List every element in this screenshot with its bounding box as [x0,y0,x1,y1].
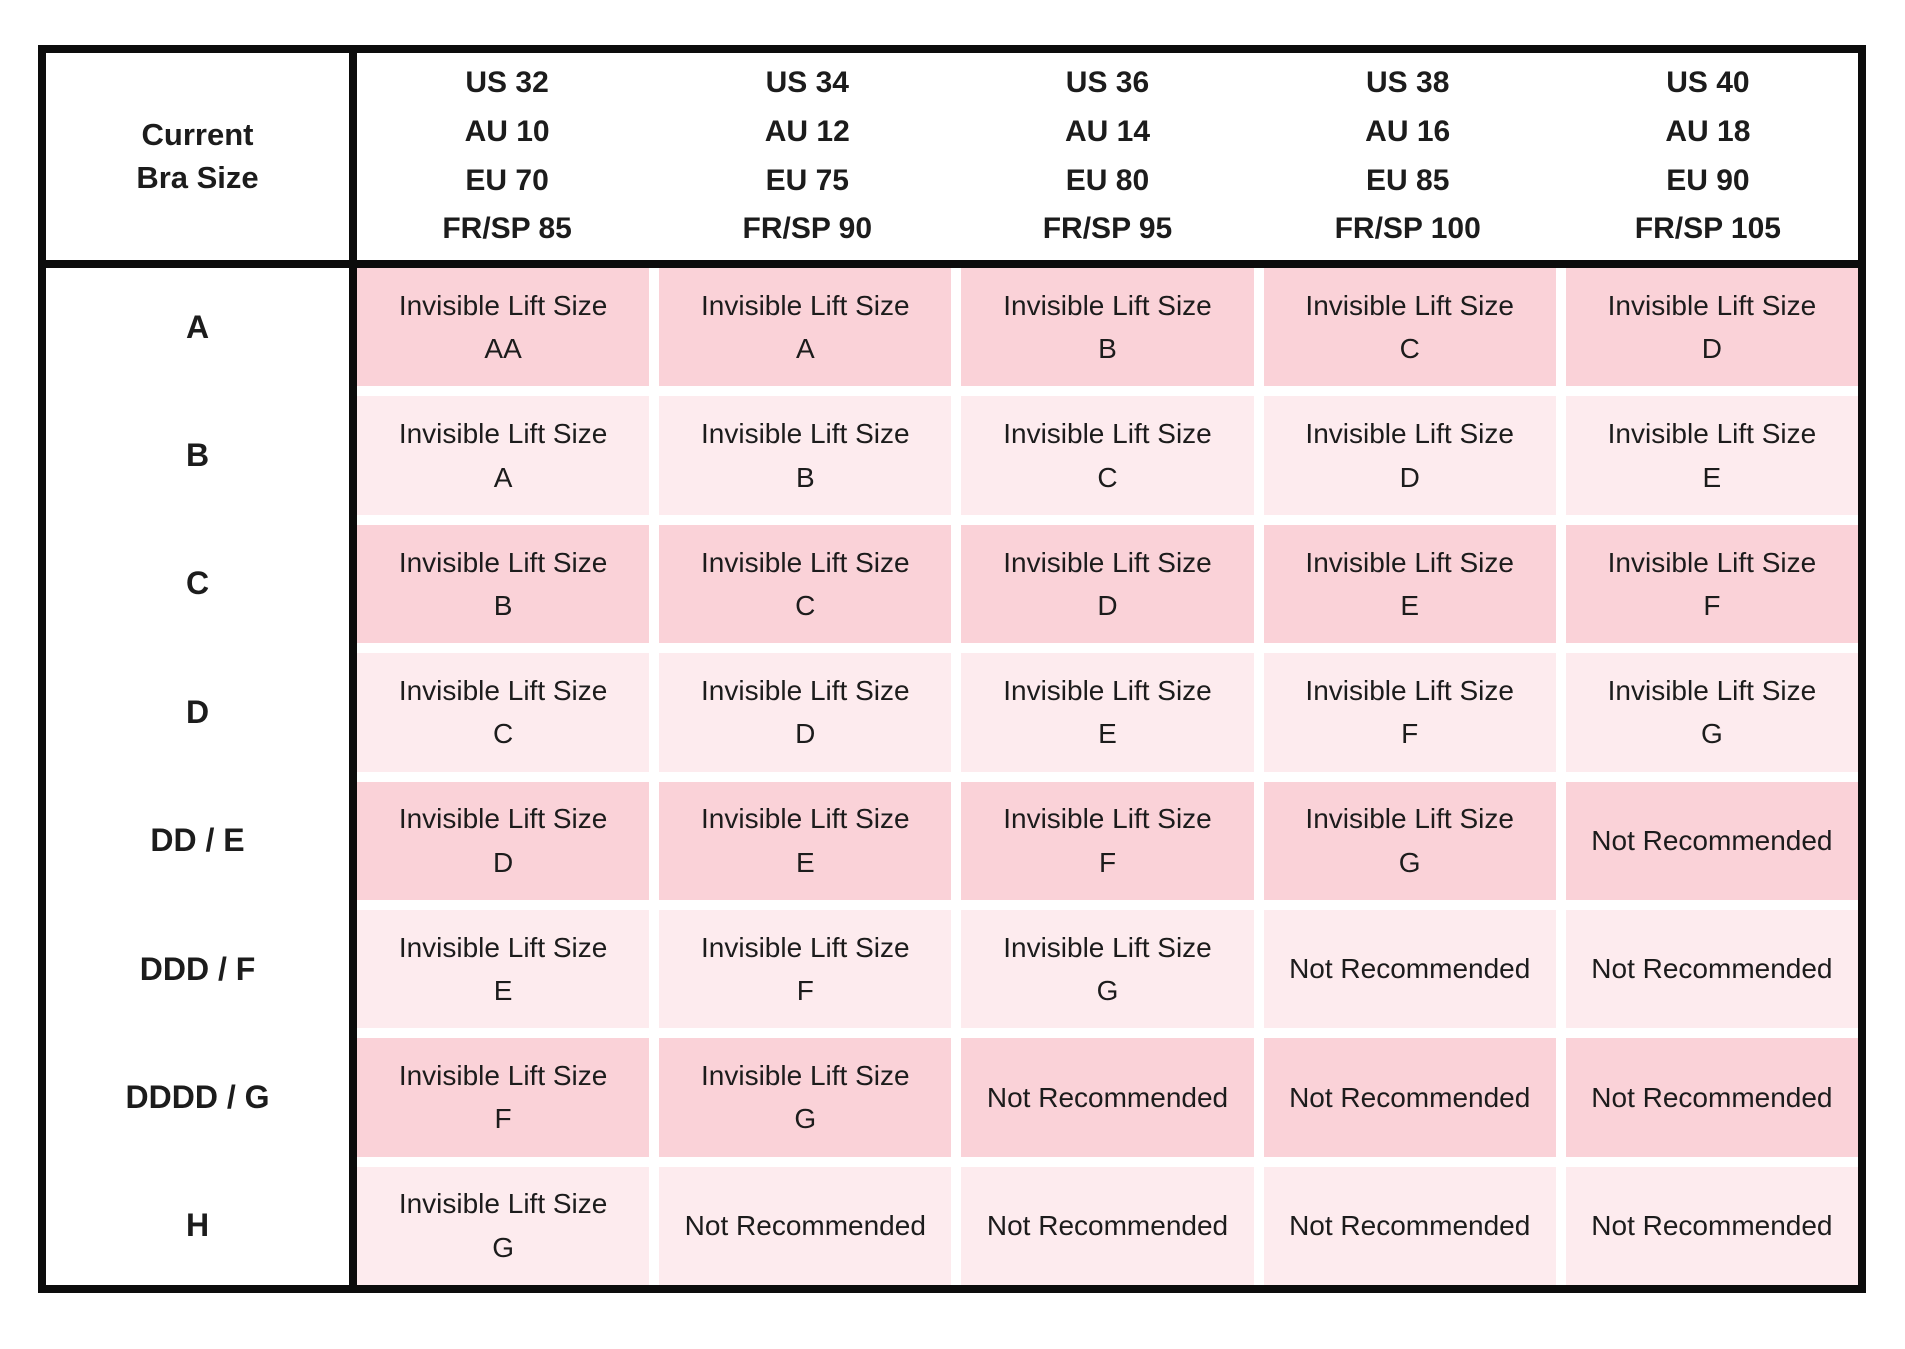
lift-size-letter: F [796,975,814,1007]
lift-size-prefix-text: Invisible Lift Size [1003,289,1212,321]
cell-lift-size [1566,525,1858,643]
cell-lift-size [659,268,951,386]
cell-not-recommended [1566,1038,1858,1156]
frsp-size-label: FR/SP 95 [1042,212,1173,246]
us-size-label: US 34 [765,65,849,99]
cell-lift-size [1566,268,1858,386]
frsp-size-label: FR/SP 100 [1334,212,1481,246]
cell-not-recommended [961,1167,1253,1285]
not-recommended-text: Not Recommended [1289,953,1531,985]
row-label: DD / E [150,822,245,859]
corner-header-current-bra-size [46,53,357,260]
lift-size-letter: G [492,1231,514,1263]
au-size-label: AU 10 [464,114,550,148]
lift-size-prefix-text: Invisible Lift Size [398,418,608,450]
not-recommended-text: Not Recommended [986,1210,1229,1242]
lift-size-letter: D [1399,461,1420,493]
row-label: DDDD / G [125,1078,270,1115]
cell-lift-size [659,396,951,514]
us-size-label: US 36 [1065,65,1150,99]
lift-size-prefix-text: Invisible Lift Size [398,803,608,835]
lift-size-letter: C [1399,333,1420,365]
lift-size-letter: E [795,846,815,878]
cell-lift-size [1264,268,1556,386]
column-header-4 [1258,53,1558,260]
cell-lift-size [961,525,1253,643]
cell-not-recommended [1566,910,1858,1028]
lift-size-prefix-text: Invisible Lift Size [398,546,608,578]
table-body [46,268,1858,1285]
cell-lift-size [659,1038,951,1156]
row-label: C [185,565,210,602]
row-label: D [185,693,210,730]
lift-size-prefix-text: Invisible Lift Size [701,546,910,578]
not-recommended-text: Not Recommended [1591,953,1833,985]
lift-size-prefix-text: Invisible Lift Size [1003,418,1212,450]
row-label: A [185,308,210,345]
lift-size-prefix-text: Invisible Lift Size [701,1060,910,1092]
cell-not-recommended [1566,1167,1858,1285]
cell-lift-size [1264,396,1556,514]
cell-lift-size [1264,525,1556,643]
frsp-size-label: FR/SP 85 [442,212,572,246]
not-recommended-text: Not Recommended [1289,1081,1531,1113]
us-size-label: US 38 [1366,65,1450,99]
lift-size-prefix-text: Invisible Lift Size [1003,674,1212,706]
cell-lift-size [659,525,951,643]
lift-size-prefix-text: Invisible Lift Size [1003,546,1212,578]
lift-size-prefix-text: Invisible Lift Size [398,674,608,706]
cell-lift-size [357,910,649,1028]
lift-size-letter: A [493,461,513,493]
us-size-label: US 32 [465,65,549,99]
cell-lift-size [961,910,1253,1028]
cell-not-recommended [1566,782,1858,900]
lift-size-prefix-text: Invisible Lift Size [1607,418,1817,450]
corner-header-line-1: Current [141,116,254,152]
bra-size-chart-table [38,45,1866,1293]
lift-size-prefix-text: Invisible Lift Size [701,803,910,835]
lift-size-letter: D [492,846,514,878]
lift-size-letter: A [795,333,815,365]
row-label: B [185,437,210,474]
au-size-label: AU 18 [1665,114,1751,148]
cell-lift-size [357,1038,649,1156]
not-recommended-text: Not Recommended [1591,1081,1833,1113]
cell-lift-size [357,1167,649,1285]
cell-not-recommended [1264,1167,1556,1285]
eu-size-label: EU 70 [465,163,549,197]
size-recommendation-grid [357,268,1858,1285]
lift-size-prefix-text: Invisible Lift Size [1003,931,1212,963]
cell-lift-size [1566,653,1858,771]
eu-size-label: EU 90 [1666,163,1750,197]
lift-size-letter: E [1702,461,1722,493]
lift-size-prefix-text: Invisible Lift Size [1607,546,1817,578]
cell-lift-size [659,782,951,900]
lift-size-prefix-text: Invisible Lift Size [398,289,608,321]
lift-size-letter: E [1098,718,1117,750]
lift-size-letter: C [795,589,816,621]
cell-lift-size [357,396,649,514]
lift-size-letter: G [1398,846,1421,878]
cell-lift-size [961,396,1253,514]
lift-size-prefix-text: Invisible Lift Size [1607,674,1817,706]
row-labels-column [46,268,357,1285]
lift-size-prefix-text: Invisible Lift Size [1305,289,1514,321]
row-label: H [185,1207,210,1244]
au-size-label: AU 14 [1064,114,1151,148]
not-recommended-text: Not Recommended [1591,824,1833,856]
cell-not-recommended [961,1038,1253,1156]
eu-size-label: EU 80 [1065,163,1150,197]
lift-size-prefix-text: Invisible Lift Size [701,289,910,321]
column-header-3 [957,53,1257,260]
lift-size-letter: F [1098,846,1117,878]
cell-lift-size [1264,782,1556,900]
column-headers [357,53,1858,260]
lift-size-letter: F [494,1103,512,1135]
lift-size-letter: B [795,461,815,493]
lift-size-prefix-text: Invisible Lift Size [701,931,910,963]
lift-size-prefix-text: Invisible Lift Size [1607,289,1817,321]
lift-size-prefix-text: Invisible Lift Size [1305,803,1514,835]
lift-size-letter: C [492,718,514,750]
lift-size-letter: B [493,589,513,621]
eu-size-label: EU 75 [765,163,849,197]
lift-size-prefix-text: Invisible Lift Size [398,1188,608,1220]
cell-lift-size [357,268,649,386]
lift-size-prefix-text: Invisible Lift Size [398,1060,608,1092]
table-header-row [46,53,1858,268]
cell-lift-size [659,653,951,771]
lift-size-letter: F [1401,718,1419,750]
cell-lift-size [357,782,649,900]
lift-size-prefix-text: Invisible Lift Size [701,674,910,706]
column-header-2 [657,53,957,260]
lift-size-prefix-text: Invisible Lift Size [398,931,608,963]
frsp-size-label: FR/SP 90 [742,212,873,246]
lift-size-prefix-text: Invisible Lift Size [1305,674,1514,706]
lift-size-letter: G [1096,975,1119,1007]
not-recommended-text: Not Recommended [1591,1210,1833,1242]
lift-size-letter: AA [484,333,522,365]
cell-lift-size [357,653,649,771]
lift-size-letter: E [1400,589,1420,621]
lift-size-letter: F [1703,589,1721,621]
lift-size-letter: B [1098,333,1117,365]
column-header-5 [1558,53,1858,260]
column-header-1 [357,53,657,260]
cell-lift-size [961,653,1253,771]
lift-size-letter: D [1097,589,1118,621]
lift-size-letter: E [493,975,513,1007]
cell-not-recommended [1264,910,1556,1028]
cell-lift-size [961,268,1253,386]
not-recommended-text: Not Recommended [684,1210,926,1242]
not-recommended-text: Not Recommended [1289,1210,1531,1242]
lift-size-letter: D [795,718,816,750]
cell-not-recommended [659,1167,951,1285]
not-recommended-text: Not Recommended [986,1081,1229,1113]
lift-size-prefix-text: Invisible Lift Size [1305,546,1514,578]
cell-lift-size [1566,396,1858,514]
lift-size-prefix-text: Invisible Lift Size [1305,418,1514,450]
us-size-label: US 40 [1666,65,1750,99]
corner-header-line-2: Bra Size [136,159,259,195]
eu-size-label: EU 85 [1366,163,1450,197]
lift-size-letter: G [1701,718,1723,750]
frsp-size-label: FR/SP 105 [1634,212,1781,246]
au-size-label: AU 16 [1365,114,1451,148]
lift-size-letter: G [794,1103,817,1135]
cell-lift-size [357,525,649,643]
lift-size-prefix-text: Invisible Lift Size [1003,803,1212,835]
cell-lift-size [1264,653,1556,771]
lift-size-prefix-text: Invisible Lift Size [701,418,910,450]
lift-size-letter: C [1097,461,1118,493]
au-size-label: AU 12 [764,114,850,148]
cell-lift-size [961,782,1253,900]
lift-size-letter: D [1701,333,1723,365]
cell-not-recommended [1264,1038,1556,1156]
cell-lift-size [659,910,951,1028]
row-label: DDD / F [139,950,256,987]
